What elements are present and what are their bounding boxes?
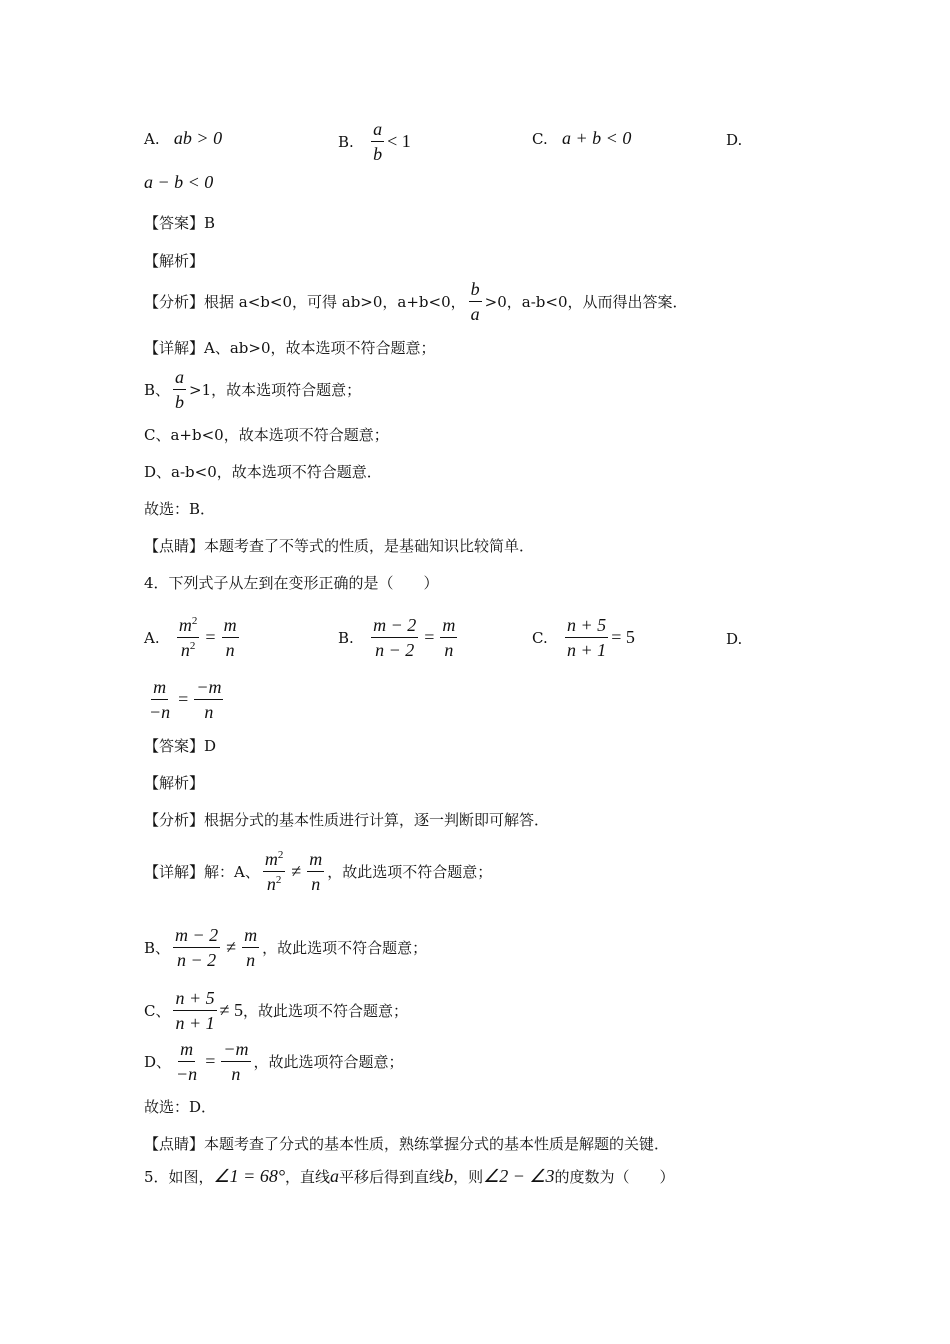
q4-option-d-label: D.	[726, 630, 743, 648]
fraction: $\frac{m^2}{n^2}$	[178, 615, 198, 660]
fraction: $\frac{-m}{n}$	[196, 677, 222, 722]
q3-option-d-math: a − b < 0	[144, 172, 214, 192]
q4-fenxi: 【分析】根据分式的基本性质进行计算，逐一判断即可解答．	[144, 811, 550, 829]
q3-option-a: A. ab > 0	[144, 128, 223, 148]
fraction: $\frac{a}{b}$	[175, 367, 185, 412]
q3-answer: 【答案】B	[144, 214, 216, 232]
q4-analysis-title: 【解析】	[144, 774, 205, 792]
q4-option-d-math: $\frac{m}{-n}$ = $\frac{-m}{n}$	[149, 677, 222, 722]
q4-detail-d: D、 $\frac{m}{-n}$ = $\frac{-m}{n}$ ，故此选项符合题意；	[144, 1039, 404, 1084]
q3-comment: 【点睛】本题考查了不等式的性质，是基础知识比较简单．	[144, 537, 535, 555]
fraction: $\frac{m}{-n}$	[176, 1039, 198, 1084]
fraction: $\frac{m}{n}$	[223, 615, 237, 660]
fraction: $\frac{m}{n}$	[244, 925, 258, 970]
q3-detail-a: 【详解】A、ab>0，故本选项不符合题意；	[144, 339, 436, 357]
fraction: $\frac{m - 2}{n - 2}$	[175, 925, 219, 970]
q3-choose: 故选：B．	[144, 500, 216, 518]
q4-option-b: B. $\frac{m - 2}{n - 2}$ = $\frac{m}{n}$	[338, 615, 456, 660]
q4-option-a: A. $\frac{m^2}{n^2}$ = $\frac{m}{n}$	[144, 615, 237, 660]
fraction: $\frac{m^2}{n^2}$	[264, 849, 284, 894]
fraction: $\frac{n + 5}{n + 1}$	[567, 615, 607, 660]
q4-comment: 【点睛】本题考查了分式的基本性质，熟练掌握分式的基本性质是解题的关键．	[144, 1135, 670, 1153]
q4-answer: 【答案】D	[144, 737, 217, 755]
q3-option-d-label: D.	[726, 131, 743, 149]
q5-stem: 5．如图， ∠1 = 68° ，直线 a 平移后得到直线 b ，则 ∠2 − ∠3 的度数为（ ）	[144, 1166, 675, 1186]
fraction: $\frac{m}{-n}$	[149, 677, 171, 722]
fraction: $\frac{m}{n}$	[309, 849, 323, 894]
q4-option-c: C. $\frac{n + 5}{n + 1}$ = 5	[532, 615, 635, 660]
fraction: $\frac{m - 2}{n - 2}$	[373, 615, 417, 660]
q3-option-c: C. a + b < 0	[532, 128, 632, 148]
q3-fenxi: 【分析】根据 a<b<0，可得 ab>0，a+b<0， $\frac{b}{a}$ >0，a-b<0，从而得出答案．	[144, 279, 688, 324]
fraction: $\frac{n + 5}{n + 1}$	[175, 988, 215, 1033]
q3-detail-d: D、a-b<0，故本选项不符合题意．	[144, 463, 382, 481]
q4-detail-b: B、 $\frac{m - 2}{n - 2}$ ≠ $\frac{m}{n}$ ，故此选项不符合题意；	[144, 925, 428, 970]
q4-stem: 4．下列式子从左到在变形正确的是（ ）	[144, 574, 439, 592]
q3-option-b: B. $\frac{a}{b}$ < 1	[338, 119, 411, 164]
q4-detail-a: 【详解】解：A、 $\frac{m^2}{n^2}$ ≠ $\frac{m}{n}$ ，故此选项不符合题意；	[144, 849, 493, 894]
q3-analysis-title: 【解析】	[144, 252, 205, 270]
q3-detail-b: B、 $\frac{a}{b}$ >1，故本选项符合题意；	[144, 367, 362, 412]
fraction: $\frac{-m}{n}$	[223, 1039, 249, 1084]
q3-detail-c: C、a+b<0，故本选项不符合题意；	[144, 426, 389, 444]
fraction: $\frac{a}{b}$	[373, 119, 383, 164]
q4-detail-c: C、 $\frac{n + 5}{n + 1}$ ≠ 5 ，故此选项不符合题意；	[144, 988, 409, 1033]
q4-choose: 故选：D．	[144, 1098, 217, 1116]
fraction: $\frac{b}{a}$	[470, 279, 480, 324]
fraction: $\frac{m}{n}$	[442, 615, 456, 660]
